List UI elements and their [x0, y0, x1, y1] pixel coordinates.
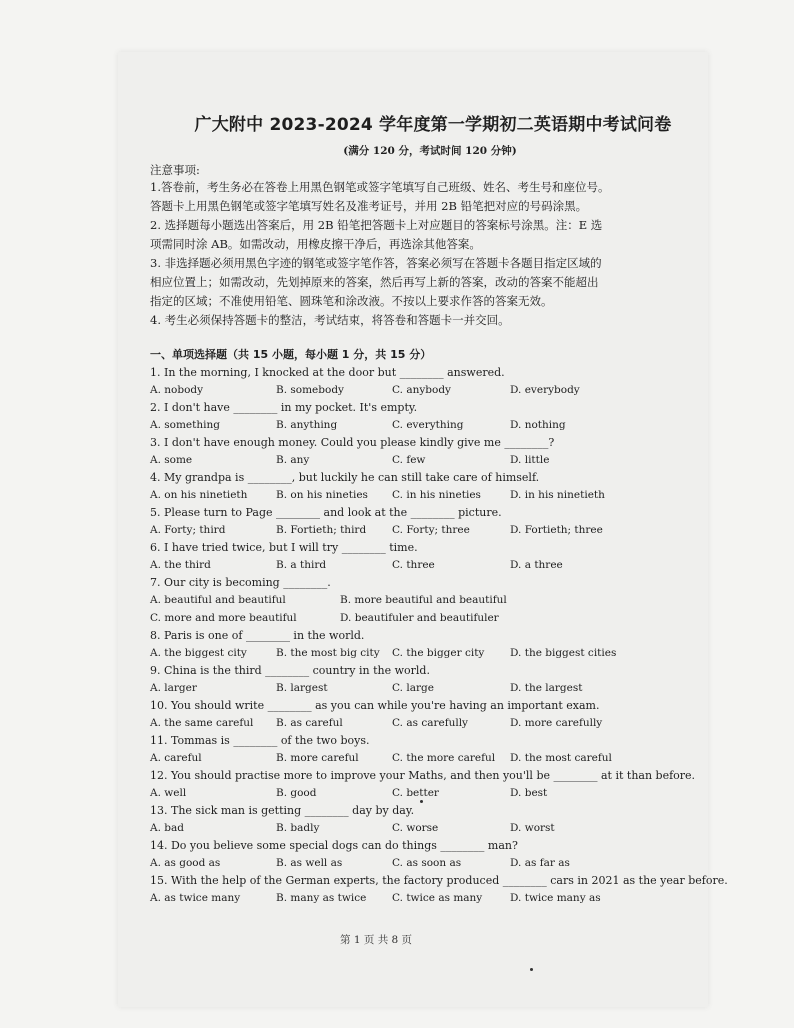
answer-option: C. better: [392, 787, 439, 799]
answer-option: A. as good as: [150, 857, 221, 869]
note-line: 2. 选择题每小题选出答案后，用 2B 铅笔把答题卡上对应题目的答案标号涂黑。注：E 选: [150, 218, 603, 232]
answer-option: D. the largest: [510, 682, 583, 694]
answer-option: C. in his nineties: [392, 489, 481, 501]
options-row: [150, 784, 690, 802]
answer-option: B. many as twice: [276, 892, 367, 904]
answer-option: A. the same careful: [150, 717, 254, 729]
options-row: [150, 889, 690, 907]
answer-option: C. everything: [392, 419, 464, 431]
question-text: 5. Please turn to Page ________ and look at the ________ picture.: [150, 506, 502, 519]
options-row: [150, 819, 690, 837]
answer-option: C. twice as many: [392, 892, 483, 904]
answer-option: B. Fortieth; third: [276, 524, 367, 536]
options-row: [150, 854, 690, 872]
notes-heading: 注意事项:: [150, 163, 200, 177]
note-line: 1.答卷前，考生务必在答卷上用黑色钢笔或签字笔填写自己班级、姓名、考生号和座位号。: [150, 180, 610, 194]
answer-option: C. worse: [392, 822, 439, 834]
answer-option: A. careful: [150, 752, 202, 764]
answer-option: B. anything: [276, 419, 338, 431]
answer-option: A. as twice many: [150, 892, 241, 904]
question-text: 13. The sick man is getting ________ day by day.: [150, 804, 415, 817]
answer-option: B. as careful: [276, 717, 343, 729]
answer-option: D. worst: [510, 822, 555, 834]
page-content: [150, 110, 728, 907]
answer-option: D. as far as: [510, 857, 570, 869]
answer-option: D. nothing: [510, 419, 566, 431]
answer-option: D. in his ninetieth: [510, 489, 605, 501]
options-row: [150, 749, 690, 767]
question-text: 15. With the help of the German experts, the factory produced ________ cars in 2021 as the year before.: [150, 874, 728, 887]
exam-subtitle: (满分 120 分，考试时间 120 分钟): [343, 145, 517, 157]
answer-option: C. more and more beautiful: [150, 612, 297, 624]
question-list: [150, 364, 728, 907]
answer-option: A. something: [150, 419, 220, 431]
note-line: 相应位置上；如需改动，先划掉原来的答案，然后再写上新的答案，改动的答案不能超出: [150, 275, 599, 289]
answer-option: C. few: [392, 454, 426, 466]
question-text: 1. In the morning, I knocked at the door but ________ answered.: [150, 366, 505, 379]
notes-block: [150, 162, 690, 330]
question-text: 9. China is the third ________ country in the world.: [150, 664, 430, 677]
options-row: [150, 679, 690, 697]
answer-option: B. the most big city: [276, 647, 380, 659]
answer-option: D. twice many as: [510, 892, 601, 904]
question-text: 7. Our city is becoming ________.: [150, 576, 331, 589]
answer-option: B. a third: [276, 559, 327, 571]
note-line: 3. 非选择题必须用黑色字迹的钢笔或签字笔作答，答案必须写在答题卡各题目指定区域的: [150, 256, 602, 270]
question-text: 6. I have tried twice, but I will try ________ time.: [150, 541, 418, 554]
answer-option: C. large: [392, 682, 434, 694]
answer-option: A. larger: [150, 682, 197, 694]
answer-option: D. best: [510, 787, 548, 799]
answer-option: B. as well as: [276, 857, 343, 869]
answer-option: C. the more careful: [392, 752, 496, 764]
options-row: [150, 381, 690, 399]
question-text: 2. I don't have ________ in my pocket. It's empty.: [150, 401, 418, 414]
answer-option: A. some: [150, 454, 193, 466]
question-text: 12. You should practise more to improve your Maths, and then you'll be ________ at it than before.: [150, 769, 696, 782]
scan-speck: [530, 968, 533, 971]
answer-option: C. Forty; three: [392, 524, 470, 536]
options-row: [150, 416, 690, 434]
answer-option: D. little: [510, 454, 550, 466]
answer-option: D. a three: [510, 559, 563, 571]
answer-option: A. nobody: [150, 384, 204, 396]
answer-option: A. beautiful and beautiful: [150, 594, 286, 606]
answer-option: B. any: [276, 454, 310, 466]
answer-option: A. the third: [150, 559, 211, 571]
answer-option: B. more careful: [276, 752, 359, 764]
answer-option: B. more beautiful and beautiful: [340, 594, 507, 606]
question-text: 4. My grandpa is ________, but luckily he can still take care of himself.: [150, 471, 540, 484]
answer-option: D. everybody: [510, 384, 580, 396]
question-text: 14. Do you believe some special dogs can do things ________ man?: [150, 839, 518, 852]
options-row: [150, 486, 690, 504]
answer-option: D. beautifuler and beautifuler: [340, 612, 499, 624]
answer-option: C. as carefully: [392, 717, 468, 729]
answer-option: C. three: [392, 559, 435, 571]
options-row: [150, 609, 690, 627]
answer-option: B. good: [276, 787, 317, 799]
options-row: [150, 714, 690, 732]
answer-option: D. Fortieth; three: [510, 524, 603, 536]
note-line: 指定的区域；不准使用铅笔、圆珠笔和涂改液。不按以上要求作答的答案无效。: [150, 294, 553, 308]
exam-title: 广大附中 2023-2024 学年度第一学期初二英语期中考试问卷: [194, 115, 672, 135]
options-row: [150, 644, 690, 662]
answer-option: D. the most careful: [510, 752, 612, 764]
question-text: 10. You should write ________ as you can while you're having an important exam.: [150, 699, 600, 712]
answer-option: C. anybody: [392, 384, 451, 396]
answer-option: A. on his ninetieth: [150, 489, 248, 501]
note-line: 项需同时涂 AB。如需改动，用橡皮擦干净后，再选涂其他答案。: [150, 237, 481, 251]
answer-option: A. well: [150, 787, 187, 799]
answer-option: A. bad: [150, 822, 184, 834]
question-text: 3. I don't have enough money. Could you please kindly give me ________?: [150, 436, 555, 449]
answer-option: B. on his nineties: [276, 489, 368, 501]
answer-option: C. the bigger city: [392, 647, 485, 659]
question-text: 11. Tommas is ________ of the two boys.: [150, 734, 370, 747]
options-row: [150, 521, 690, 539]
options-row: [150, 591, 690, 609]
note-line: 答题卡上用黑色钢笔或签字笔填写姓名及准考证号，并用 2B 铅笔把对应的号码涂黑。: [150, 199, 588, 213]
section-heading: 一、单项选择题（共 15 小题，每小题 1 分，共 15 分）: [150, 348, 432, 361]
options-row: [150, 451, 690, 469]
question-text: 8. Paris is one of ________ in the world.: [150, 629, 365, 642]
options-row: [150, 556, 690, 574]
answer-option: A. the biggest city: [150, 647, 247, 659]
answer-option: D. the biggest cities: [510, 647, 617, 659]
answer-option: B. somebody: [276, 384, 344, 396]
note-line: 4. 考生必须保持答题卡的整洁，考试结束，将答卷和答题卡一并交回。: [150, 313, 510, 327]
answer-option: A. Forty; third: [150, 524, 226, 536]
answer-option: C. as soon as: [392, 857, 462, 869]
answer-option: B. largest: [276, 682, 328, 694]
page-footer: 第 1 页 共 8 页: [340, 934, 413, 946]
answer-option: D. more carefully: [510, 717, 603, 729]
answer-option: B. badly: [276, 822, 320, 834]
